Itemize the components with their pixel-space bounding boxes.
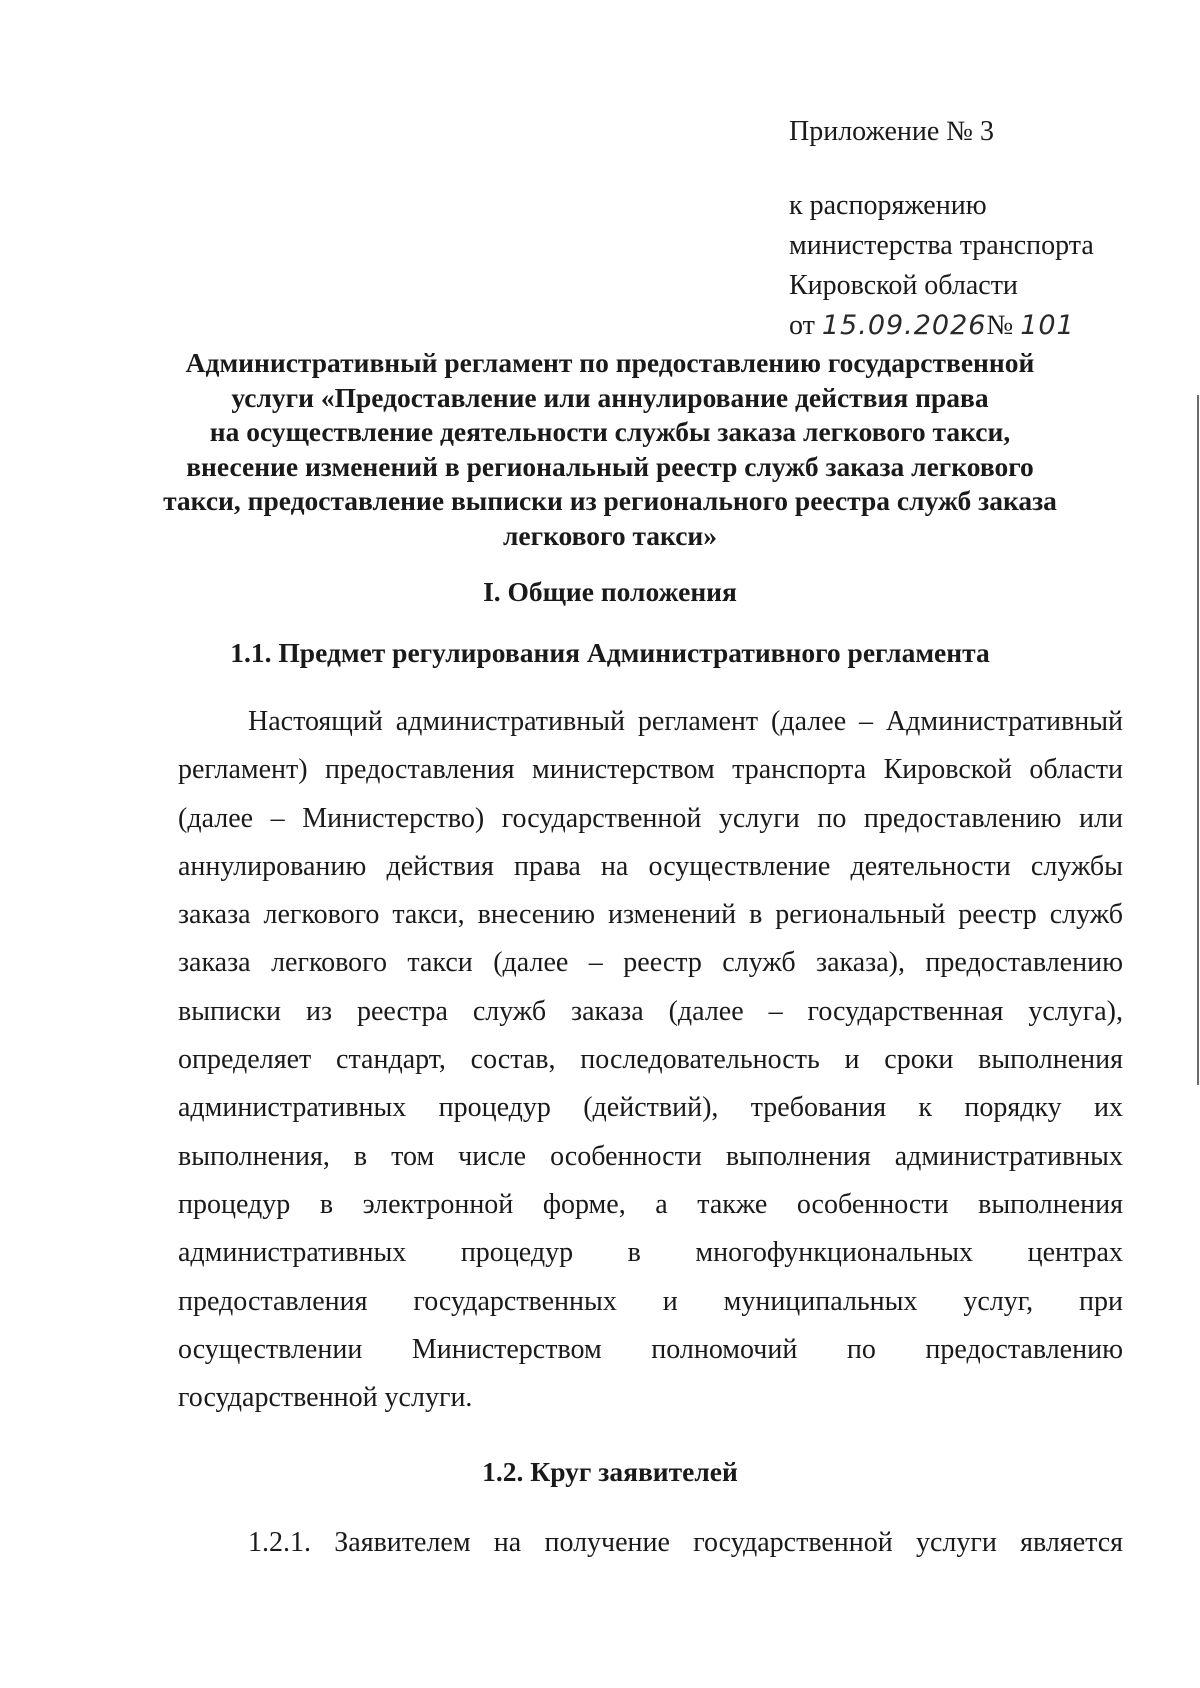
paragraph-line: административных процедур в многофункциональных центрах bbox=[178, 1237, 1123, 1269]
title-line: Административный регламент по предоставлению государственной bbox=[185, 347, 1035, 378]
title-line: на осуществление деятельности службы заказа легкового такси, bbox=[209, 416, 1011, 447]
paragraph-line: заказа легкового такси, внесению изменений в региональный реестр служб bbox=[178, 899, 1123, 931]
paragraph-line: государственной услуги. bbox=[178, 1382, 473, 1414]
appendix-region-line: Кировской области bbox=[789, 270, 1018, 301]
paragraph-line: осуществлении Министерством полномочий по предоставлению bbox=[178, 1333, 1123, 1365]
paragraph-line: заказа легкового такси (далее – реестр служб заказа), предоставлению bbox=[178, 947, 1123, 979]
paragraph-line: административных процедур (действий), требования к порядку их bbox=[178, 1092, 1123, 1124]
handwritten-number: 101 bbox=[1020, 310, 1075, 341]
paragraph-line: Настоящий административный регламент (далее – Административный bbox=[248, 706, 1123, 737]
paragraph-line: регламент) предоставления министерством транспорта Кировской области bbox=[178, 754, 1123, 786]
title-line: легкового такси» bbox=[502, 519, 718, 551]
paragraph-line: выполнения, в том числе особенности выполнения административных bbox=[178, 1140, 1123, 1172]
paragraph-line: аннулированию действия права на осуществление деятельности службы bbox=[178, 850, 1123, 882]
title-line: внесение изменений в региональный реестр служб заказа легкового bbox=[186, 450, 1034, 482]
appendix-to-line: к распоряжению bbox=[789, 190, 987, 221]
appendix-date-line bbox=[789, 306, 1094, 346]
appendix-block bbox=[789, 112, 1094, 346]
paragraph-line: определяет стандарт, состав, последовательность и сроки выполнения bbox=[178, 1044, 1123, 1076]
appendix-number: Приложение № 3 bbox=[789, 116, 994, 147]
paragraph-line: процедур в электронной форме, а также особенности выполнения bbox=[178, 1188, 1123, 1220]
appendix-from-prefix: от bbox=[789, 310, 815, 341]
subsection-heading-1-2: 1.2. Круг заявителей bbox=[482, 1456, 738, 1487]
title-line: услуги «Предоставление или аннулирование действия права bbox=[231, 381, 989, 413]
scan-edge-line bbox=[1197, 395, 1199, 1085]
paragraph-line: предоставления государственных и муниципальных услуг, при bbox=[178, 1285, 1123, 1317]
title-line: такси, предоставление выписки из регионального реестра служб заказа bbox=[163, 485, 1057, 516]
paragraph-line: выписки из реестра служб заказа (далее – государственная услуга), bbox=[178, 995, 1123, 1027]
document-title bbox=[160, 346, 1060, 553]
paragraph-1-2-1: 1.2.1. Заявителем на получение государственной услуги является bbox=[248, 1527, 1123, 1558]
handwritten-date: 15.09.2026 bbox=[821, 310, 987, 341]
appendix-ministry-line: министерства транспорта bbox=[789, 230, 1094, 261]
number-sign: № bbox=[986, 310, 1014, 341]
paragraph-1-1 bbox=[178, 698, 1123, 1422]
section-heading: I. Общие положения bbox=[483, 576, 737, 607]
subsection-heading-1-1: 1.1. Предмет регулирования Административного регламента bbox=[230, 637, 990, 668]
paragraph-line: (далее – Министерство) государственной услуги по предоставлению или bbox=[178, 802, 1123, 834]
